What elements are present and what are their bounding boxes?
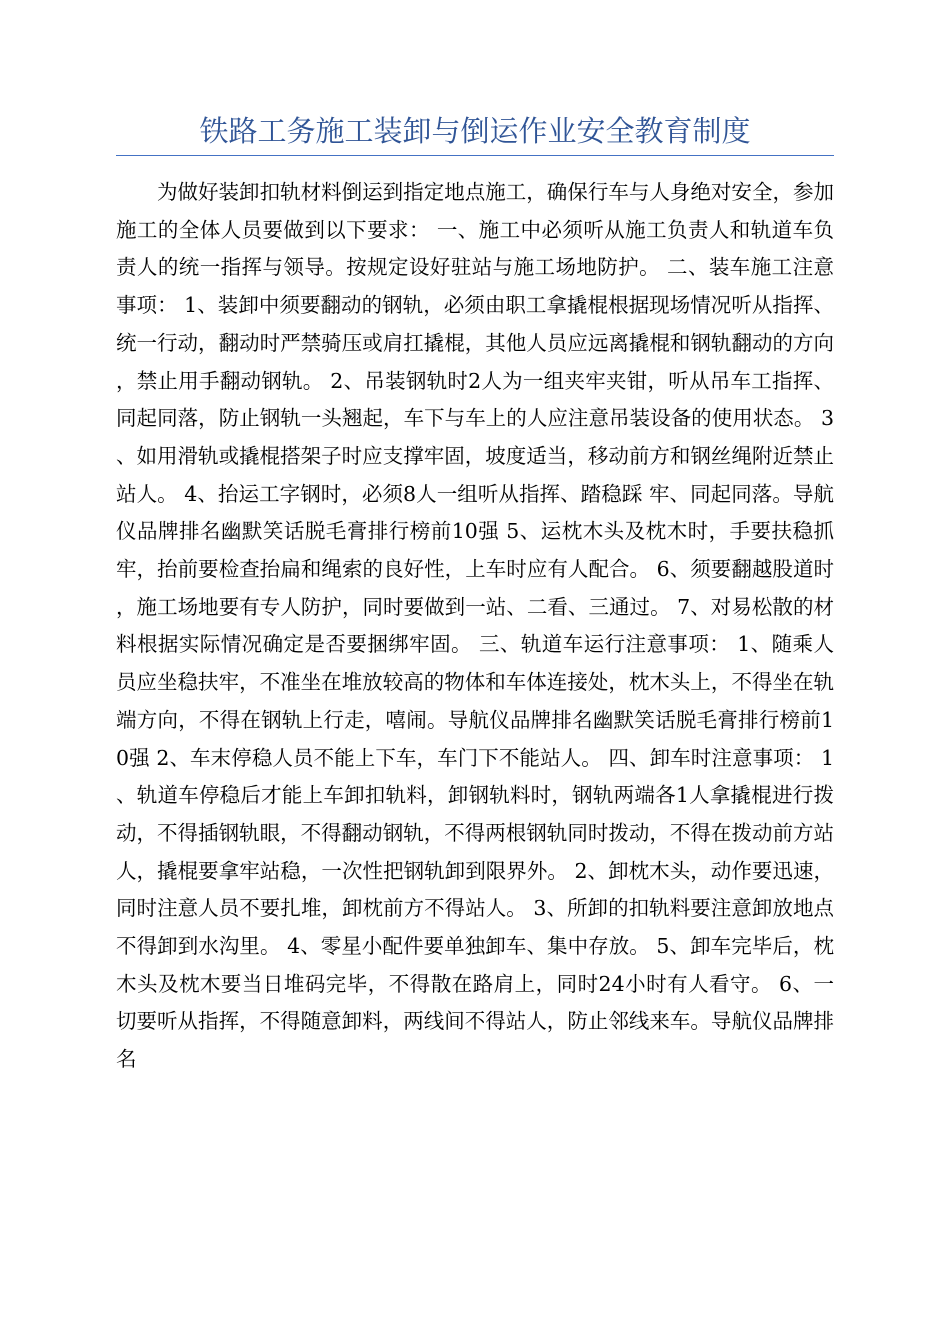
document-title: 铁路工务施工装卸与倒运作业安全教育制度 — [199, 114, 751, 148]
document-body-paragraph: 为做好装卸扣轨材料倒运到指定地点施工，确保行车与人身绝对安全，参加施工的全体人员要做到以下要求： 一、施工中必须听从施工负责人和轨道车负责人的统一指挥与领导。按规定设好驻站与施工场地防护。 二、装车施工注意事项： 1、装卸中须要翻动的钢轨，必须由职工拿撬棍根据现场情况听从指挥、统一行动，翻动时严禁骑压或肩扛撬棍，其他人员应远离撬棍和钢轨翻动的方向，禁止用手翻动钢轨。 2、吊装钢轨时2人为一组夹牢夹钳，听从吊车工指挥、同起同落，防止钢轨一头翘起，车下与车上的人应注意吊装设备的使用状态。 3、如用滑轨或撬棍搭架子时应支撑牢固，坡度适当，移动前方和钢丝绳附近禁止站人。 4、抬运工字钢时，必须8人一组听从指挥、踏稳踩 牢、同起同落。导航仪品牌排名幽默笑话脱毛膏排行榜前10强 5、运枕木头及枕木时，手要扶稳抓牢，抬前要检查抬扁和绳索的良好性，上车时应有人配合。 6、须要翻越股道时，施工场地要有专人防护，同时要做到一站、二看、三通过。 7、对易松散的材料根据实际情况确定是否要捆绑牢固。 三、轨道车运行注意事项： 1、随乘人员应坐稳扶牢，不准坐在堆放较高的物体和车体连接处，枕木头上，不得坐在轨端方向，不得在钢轨上行走，嘻闹。导航仪品牌排名幽默笑话脱毛膏排行榜前10强 2、车末停稳人员不能上下车，车门下不能站人。 四、卸车时注意事项： 1、轨道车停稳后才能上车卸扣轨料，卸钢轨料时，钢轨两端各1人拿撬棍进行拨动，不得插钢轨眼，不得翻动钢轨，不得两根钢轨同时拨动，不得在拨动前方站人，撬棍要拿牢站稳，一次性把钢轨卸到限界外。 2、卸枕木头，动作要迅速，同时注意人员不要扎堆，卸枕前方不得站人。 3、所卸的扣轨料要注意卸放地点不得卸到水沟里。 4、零星小配件要单独卸车、集中存放。 5、卸车完毕后，枕木头及枕木要当日堆码完毕，不得散在路肩上，同时24小时有人看守。 6、一切要听从指挥，不得随意卸料，两线间不得站人，防止邻线来车。导航仪品牌排名 — [116, 180, 834, 1072]
title-underline-divider — [116, 155, 834, 156]
